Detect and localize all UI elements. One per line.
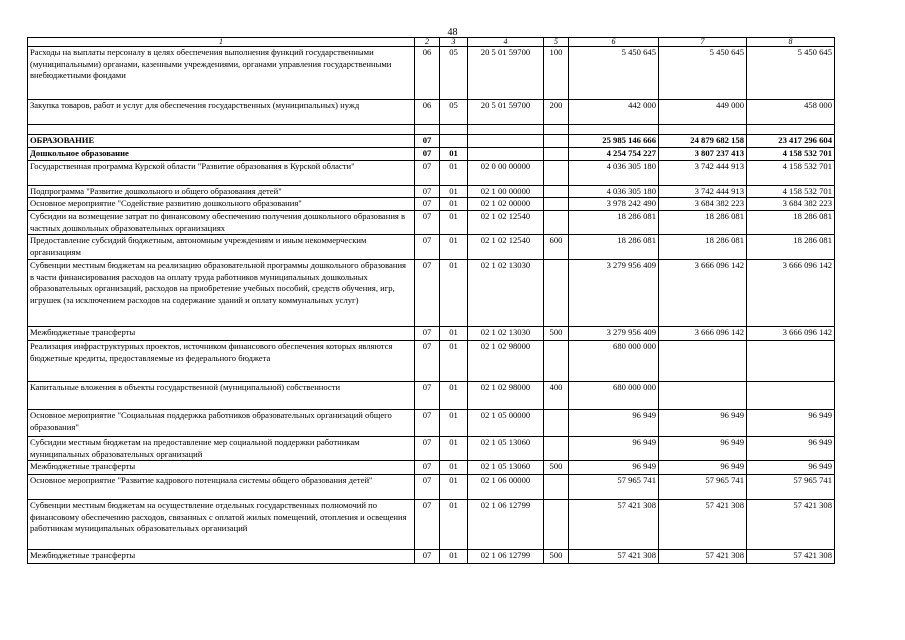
section-code: 07 (415, 461, 440, 475)
target-article-code (468, 125, 544, 135)
expense-type-code (544, 198, 569, 211)
subsection-code: 01 (440, 410, 468, 437)
amount-year-2: 449 000 (659, 100, 747, 125)
item-name: Основное мероприятие "Развитие кадрового потенциала системы общего образования детей" (28, 475, 415, 500)
amount-year-3: 4 158 532 701 (747, 147, 835, 160)
target-article-code: 02 1 06 00000 (468, 475, 544, 500)
subsection-code: 01 (440, 147, 468, 160)
subsection-code: 05 (440, 47, 468, 100)
column-number: 5 (544, 38, 569, 47)
amount-year-1: 680 000 000 (569, 341, 659, 382)
amount-year-1: 18 286 081 (569, 235, 659, 260)
table-row (28, 550, 835, 564)
table-row (28, 382, 835, 410)
amount-year-1: 3 279 956 409 (569, 260, 659, 327)
amount-year-3: 23 417 296 604 (747, 135, 835, 148)
amount-year-1: 4 254 754 227 (569, 147, 659, 160)
amount-year-2 (659, 125, 747, 135)
expense-type-code (544, 410, 569, 437)
section-code: 07 (415, 341, 440, 382)
amount-year-1: 5 450 645 (569, 47, 659, 100)
amount-year-2: 96 949 (659, 410, 747, 437)
expense-type-code: 500 (544, 461, 569, 475)
target-article-code (468, 147, 544, 160)
expense-type-code (544, 341, 569, 382)
amount-year-3: 57 965 741 (747, 475, 835, 500)
subsection-code: 05 (440, 100, 468, 125)
item-name: Субвенции местным бюджетам на реализацию образовательной программы дошкольного образования в части финансирования расходов на оплату труда работников муниципальных дошкольных образовательных организаций, расходов на приобретение учебных пособий, средств обучения, игр, игрушек (за исключением расходов на содержание зданий и оплату коммунальных услуг) (28, 260, 415, 327)
item-name: Межбюджетные трансферты (28, 550, 415, 564)
amount-year-3: 18 286 081 (747, 211, 835, 235)
target-article-code (468, 135, 544, 148)
amount-year-3: 18 286 081 (747, 235, 835, 260)
target-article-code: 20 5 01 59700 (468, 47, 544, 100)
amount-year-1: 25 985 146 666 (569, 135, 659, 148)
section-code: 07 (415, 135, 440, 148)
amount-year-1: 18 286 081 (569, 211, 659, 235)
amount-year-3: 96 949 (747, 410, 835, 437)
amount-year-3: 3 666 096 142 (747, 260, 835, 327)
target-article-code: 02 1 00 00000 (468, 185, 544, 198)
amount-year-1: 680 000 000 (569, 382, 659, 410)
column-number: 7 (659, 38, 747, 47)
budget-table (27, 37, 835, 564)
expense-type-code: 500 (544, 327, 569, 341)
column-number: 6 (569, 38, 659, 47)
column-number: 3 (440, 38, 468, 47)
amount-year-2: 3 742 444 913 (659, 185, 747, 198)
subsection-code: 01 (440, 382, 468, 410)
item-name: ОБРАЗОВАНИЕ (28, 135, 415, 148)
target-article-code: 02 1 05 00000 (468, 410, 544, 437)
amount-year-1: 57 421 308 (569, 550, 659, 564)
target-article-code: 02 0 00 00000 (468, 160, 544, 185)
table-row (28, 475, 835, 500)
table-row (28, 260, 835, 327)
subsection-code: 01 (440, 235, 468, 260)
expense-type-code: 100 (544, 47, 569, 100)
subsection-code: 01 (440, 260, 468, 327)
subsection-code: 01 (440, 185, 468, 198)
subsection-code: 01 (440, 461, 468, 475)
amount-year-3 (747, 341, 835, 382)
table-row (28, 211, 835, 235)
column-number-row (28, 38, 835, 47)
subsection-code: 01 (440, 211, 468, 235)
item-name: Закупка товаров, работ и услуг для обеспечения государственных (муниципальных) нужд (28, 100, 415, 125)
amount-year-1: 4 036 305 180 (569, 160, 659, 185)
table-row (28, 160, 835, 185)
section-code: 07 (415, 550, 440, 564)
amount-year-1: 3 978 242 490 (569, 198, 659, 211)
amount-year-1: 57 965 741 (569, 475, 659, 500)
expense-type-code: 400 (544, 382, 569, 410)
amount-year-1: 442 000 (569, 100, 659, 125)
amount-year-1: 96 949 (569, 437, 659, 461)
subsection-code (440, 135, 468, 148)
section-code: 07 (415, 198, 440, 211)
item-name: Предоставление субсидий бюджетным, автономным учреждениям и иным некоммерческим организациям (28, 235, 415, 260)
amount-year-2: 3 807 237 413 (659, 147, 747, 160)
section-code: 07 (415, 500, 440, 550)
table-row (28, 235, 835, 260)
amount-year-2: 18 286 081 (659, 235, 747, 260)
amount-year-3: 96 949 (747, 461, 835, 475)
column-number: 8 (747, 38, 835, 47)
subsection-code: 01 (440, 475, 468, 500)
column-number: 1 (28, 38, 415, 47)
expense-type-code (544, 211, 569, 235)
expense-type-code (544, 500, 569, 550)
amount-year-2: 3 666 096 142 (659, 260, 747, 327)
subsection-code: 01 (440, 198, 468, 211)
table-row (28, 341, 835, 382)
table-row (28, 100, 835, 125)
item-name: Капитальные вложения в объекты государственной (муниципальной) собственности (28, 382, 415, 410)
section-code: 06 (415, 47, 440, 100)
item-name: Субсидии местным бюджетам на предоставление мер социальной поддержки работникам муниципальных образовательных организаций (28, 437, 415, 461)
expense-type-code: 200 (544, 100, 569, 125)
section-code: 07 (415, 147, 440, 160)
amount-year-2: 24 879 682 158 (659, 135, 747, 148)
expense-type-code (544, 135, 569, 148)
subsection-code (440, 125, 468, 135)
amount-year-3: 4 158 532 701 (747, 160, 835, 185)
section-code: 06 (415, 100, 440, 125)
amount-year-3: 3 684 382 223 (747, 198, 835, 211)
table-row (28, 185, 835, 198)
expense-type-code (544, 147, 569, 160)
amount-year-3: 4 158 532 701 (747, 185, 835, 198)
table-row (28, 147, 835, 160)
expense-type-code (544, 260, 569, 327)
table-row (28, 461, 835, 475)
amount-year-3: 5 450 645 (747, 47, 835, 100)
target-article-code: 02 1 02 98000 (468, 341, 544, 382)
subsection-code: 01 (440, 341, 468, 382)
amount-year-2: 5 450 645 (659, 47, 747, 100)
expense-type-code (544, 475, 569, 500)
table-body (28, 47, 835, 564)
section-code: 07 (415, 235, 440, 260)
section-code: 07 (415, 160, 440, 185)
expense-type-code (544, 185, 569, 198)
amount-year-2: 18 286 081 (659, 211, 747, 235)
table-row (28, 327, 835, 341)
amount-year-3 (747, 382, 835, 410)
amount-year-2: 96 949 (659, 437, 747, 461)
item-name: Дошкольное образование (28, 147, 415, 160)
item-name: Реализация инфраструктурных проектов, источником финансового обеспечения которых являются бюджетные кредиты, предоставляемые из федерального бюджета (28, 341, 415, 382)
amount-year-1: 96 949 (569, 410, 659, 437)
table-row (28, 125, 835, 135)
table-row (28, 47, 835, 100)
section-code: 07 (415, 211, 440, 235)
amount-year-2: 3 742 444 913 (659, 160, 747, 185)
section-code: 07 (415, 437, 440, 461)
amount-year-2: 57 421 308 (659, 500, 747, 550)
subsection-code: 01 (440, 160, 468, 185)
table-row (28, 198, 835, 211)
section-code: 07 (415, 382, 440, 410)
target-article-code: 02 1 05 13060 (468, 461, 544, 475)
subsection-code: 01 (440, 500, 468, 550)
subsection-code: 01 (440, 550, 468, 564)
target-article-code: 02 1 06 12799 (468, 500, 544, 550)
amount-year-1 (569, 125, 659, 135)
target-article-code: 02 1 02 00000 (468, 198, 544, 211)
amount-year-2: 57 965 741 (659, 475, 747, 500)
amount-year-2: 57 421 308 (659, 550, 747, 564)
expense-type-code: 500 (544, 550, 569, 564)
item-name: Государственная программа Курской области "Развитие образования в Курской области" (28, 160, 415, 185)
amount-year-2 (659, 382, 747, 410)
amount-year-2 (659, 341, 747, 382)
amount-year-3 (747, 125, 835, 135)
subsection-code: 01 (440, 327, 468, 341)
target-article-code: 02 1 02 13030 (468, 260, 544, 327)
page-number: 48 (447, 27, 458, 38)
item-name: Межбюджетные трансферты (28, 461, 415, 475)
item-name (28, 125, 415, 135)
table-row (28, 135, 835, 148)
target-article-code: 02 1 06 12799 (468, 550, 544, 564)
subsection-code: 01 (440, 437, 468, 461)
item-name: Основное мероприятие "Содействие развитию дошкольного образования" (28, 198, 415, 211)
amount-year-2: 3 666 096 142 (659, 327, 747, 341)
amount-year-2: 3 684 382 223 (659, 198, 747, 211)
column-number: 4 (468, 38, 544, 47)
target-article-code: 02 1 02 13030 (468, 327, 544, 341)
expense-type-code: 600 (544, 235, 569, 260)
item-name: Межбюджетные трансферты (28, 327, 415, 341)
section-code: 07 (415, 260, 440, 327)
item-name: Подпрограмма "Развитие дошкольного и общего образования детей" (28, 185, 415, 198)
amount-year-1: 57 421 308 (569, 500, 659, 550)
amount-year-2: 96 949 (659, 461, 747, 475)
amount-year-3: 458 000 (747, 100, 835, 125)
expense-type-code (544, 160, 569, 185)
target-article-code: 20 5 01 59700 (468, 100, 544, 125)
table-row (28, 437, 835, 461)
item-name: Субсидии на возмещение затрат по финансовому обеспечению получения дошкольного образования в частных дошкольных образовательных организациях (28, 211, 415, 235)
section-code: 07 (415, 475, 440, 500)
amount-year-3: 3 666 096 142 (747, 327, 835, 341)
item-name: Расходы на выплаты персоналу в целях обеспечения выполнения функций государственными (муниципальными) органами, казенными учреждениями, органами управления государственными внебюджетными фондами (28, 47, 415, 100)
table-row (28, 410, 835, 437)
item-name: Основное мероприятие "Социальная поддержка работников образовательных организаций общего образования" (28, 410, 415, 437)
target-article-code: 02 1 02 98000 (468, 382, 544, 410)
amount-year-1: 4 036 305 180 (569, 185, 659, 198)
target-article-code: 02 1 02 12540 (468, 235, 544, 260)
amount-year-1: 3 279 956 409 (569, 327, 659, 341)
amount-year-1: 96 949 (569, 461, 659, 475)
column-number: 2 (415, 38, 440, 47)
section-code: 07 (415, 185, 440, 198)
target-article-code: 02 1 05 13060 (468, 437, 544, 461)
expense-type-code (544, 437, 569, 461)
section-code: 07 (415, 410, 440, 437)
section-code: 07 (415, 327, 440, 341)
amount-year-3: 57 421 308 (747, 550, 835, 564)
table-row (28, 500, 835, 550)
amount-year-3: 57 421 308 (747, 500, 835, 550)
expense-type-code (544, 125, 569, 135)
item-name: Субвенции местным бюджетам на осуществление отдельных государственных полномочий по финансовому обеспечению расходов, связанных с оплатой жилых помещений, отопления и освещения работникам муниципальных образовательных организаций (28, 500, 415, 550)
section-code (415, 125, 440, 135)
amount-year-3: 96 949 (747, 437, 835, 461)
target-article-code: 02 1 02 12540 (468, 211, 544, 235)
